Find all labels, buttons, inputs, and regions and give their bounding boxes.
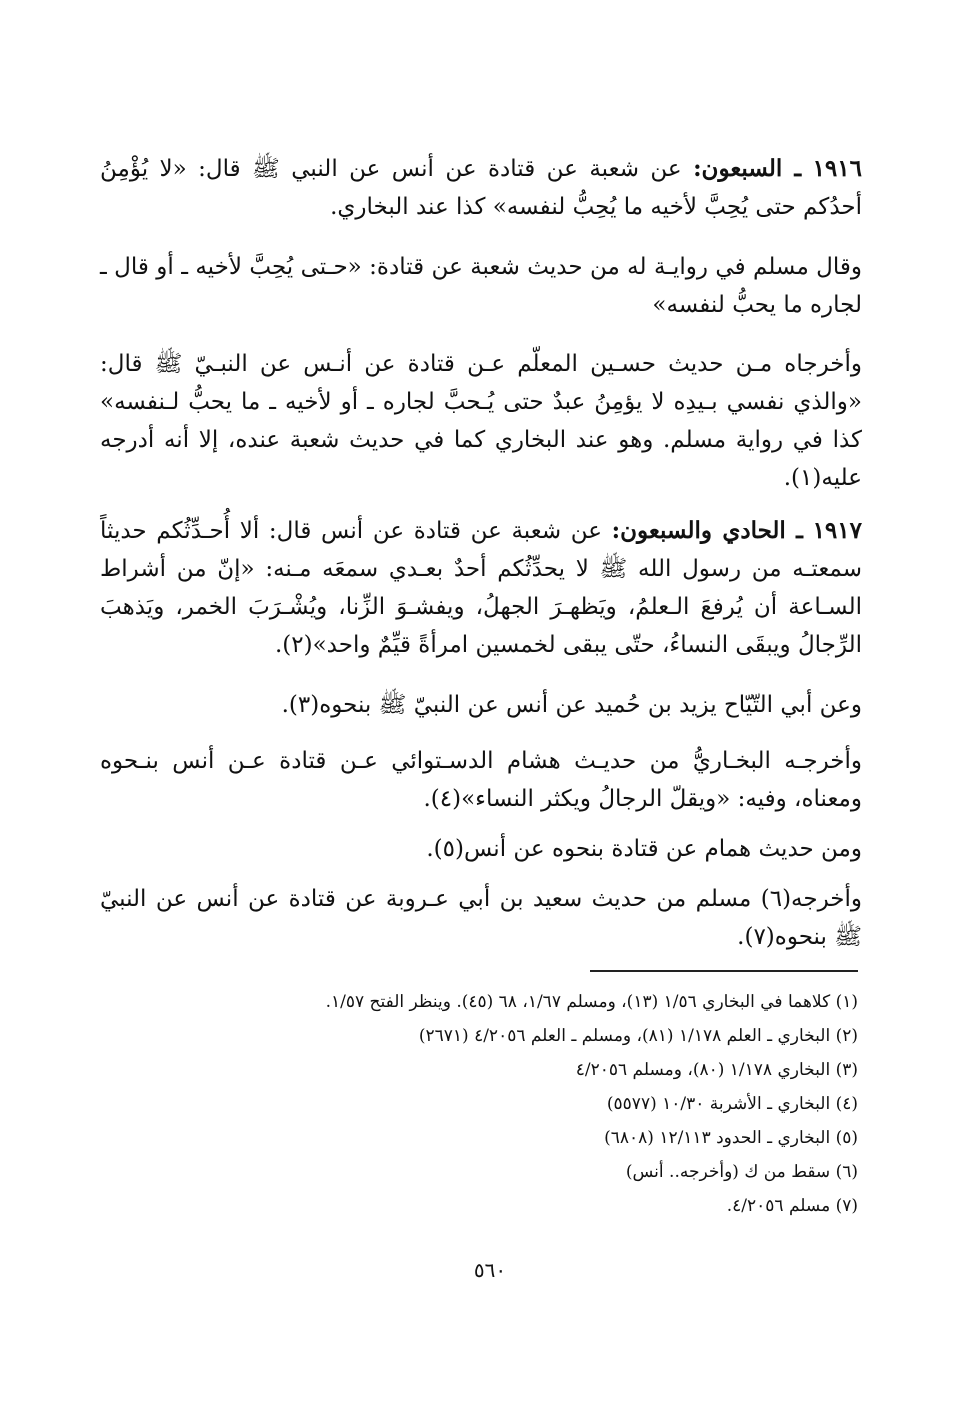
entry-1917-title: ـ الحادي والسبعون:: [611, 517, 803, 544]
entry-1916-muslim-paragraph: وقال مسلم في روايـة له من حديث شعبة عن قتادة: «حـتى يُحِبَّ لأخيه ـ أو قال ـ لجاره ما يحبُّ لنفسه»: [100, 254, 862, 318]
footnote-divider: [590, 970, 858, 972]
entry-1916-akhrajah-paragraph: وأخرجاه مـن حديث حسـين المعلّم عـن قتادة عن أنـس عن النبـيّ ﷺ قال: «والذي نفسي بـيدِه لا يؤمِنُ عبدٌ حتى يُـحبَّ لجاره ـ أو لأخيه ـ ما يحبُّ لـنفسه» كذا في رواية مسلم. وهو عند البخاري كما في حديث شعبة عنده، إلا أنه أدرجه عليه(١).: [100, 351, 862, 491]
page-number: ٥٦٠: [473, 1258, 507, 1282]
entry-1917-abi-tayyah-paragraph: وعن أبي التّيّاح يزيد بن حُميد عن أنس عن النبيّ ﷺ بنحوه(٣).: [281, 692, 862, 718]
entry-1916-paragraph: [100, 150, 862, 226]
footnotes-list: [100, 985, 858, 1223]
entry-1916-title: ـ السبعون:: [693, 155, 802, 182]
entry-1917-paragraph: [100, 512, 862, 664]
entry-1917-hammam-paragraph: ومن حديث همام عن قتادة بنحوه عن أنس(٥).: [426, 836, 862, 862]
footnote-4: (٤) البخاري ـ الأشربة ١٠/٣٠ (٥٥٧٧): [606, 1094, 858, 1114]
footnote-6: (٦) سقط من ك (وأخرجه.. أنس): [625, 1162, 858, 1182]
entry-1916-text: عن شعبة عن قتادة عن أنس عن النبي ﷺ قال: «لا يُؤْمِنُ أحدُكم حتى يُحِبَّ لأخيه ما يُحِبُّ لنفسه» كذا عند البخاري.: [100, 156, 862, 220]
entry-1917-text: عن شعبة عن قتادة عن أنس قال: ألا أُحـدِّثُكم حديثاً سمعتـه من رسول الله ﷺ لا يحدِّثُكم أحدٌ بعـدي سمعَه مـنه: «إنّ من أشراط السـاعة أن يُرفعَ الـعلمُ، ويَظهـرَ الجهلُ، ويفشـوَ الزِّنا، ويُشْـرَبَ الخمر، ويَذهبَ الرِّجالُ ويبقَى النساءُ، حتّى يبقى لخمسين امرأةً قيِّمٌ واحد»(٢).: [100, 518, 862, 658]
footnote-7: (٧) مسلم ٤/٢٠٥٦.: [726, 1196, 858, 1216]
entry-1917-muslim-paragraph: وأخرجه(٦) مسلم من حديث سعيد بن أبي عـروبة عن قتادة عن أنس عن النبيّ ﷺ بنحوه(٧).: [100, 886, 862, 950]
entry-1917-number: ١٩١٧: [812, 517, 862, 544]
footnote-2: (٢) البخاري ـ العلم ١/١٧٨ (٨١)، ومسلم ـ العلم ٤/٢٠٥٦ (٢٦٧١): [418, 1026, 858, 1046]
footnote-3: (٣) البخاري ١/١٧٨ (٨٠)، ومسلم ٤/٢٠٥٦: [575, 1060, 858, 1080]
entry-1917-bukhari-paragraph: وأخرجـه البخـاريُّ من حديـث هشام الدسـتوائي عـن قتادة عـن أنس بنـحوه ومعناه، وفيه: «ويقلّ الرجالُ ويكثر النساء»(٤).: [100, 748, 862, 812]
footnote-5: (٥) البخاري ـ الحدود ١٢/١١٣ (٦٨٠٨): [604, 1128, 858, 1148]
footnote-1: (١) كلاهما في البخاري ١/٥٦ (١٣)، ومسلم ١/٦٧، ٦٨ (٤٥). وينظر الفتح ١/٥٧.: [325, 992, 858, 1012]
entry-1916-number: ١٩١٦: [812, 155, 862, 182]
